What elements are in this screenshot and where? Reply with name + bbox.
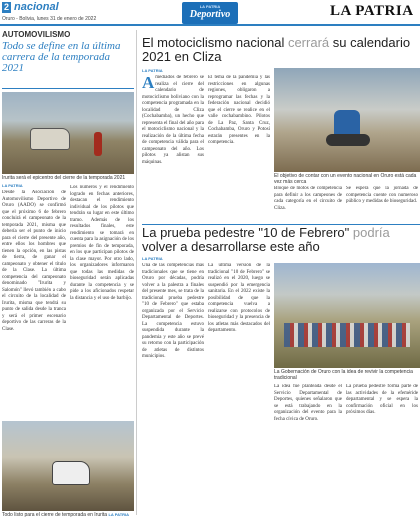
bottom-story-column-2: La última versión de la tradicional "10 de Febrero" se realizó en el 2020, luego se suspendió por la emergencia sanitaria. En el 2022 existe la posibilidad de que la competencia vuelva a realizarse con protocolos de bioseguridad y la presencia de los atletas más destacados del departamento. [208, 263, 270, 333]
left-photo-caption: Irurita será el epicentro del cierre de la temporada 2021 [2, 175, 126, 181]
top-story-source: LA PATRIA [142, 68, 163, 73]
top-story-title [142, 36, 418, 64]
left-story-photo-2 [2, 421, 134, 511]
left-story-column-1: Desde la Asociación de Automovilismo Deportivo de Oruro (AADO) se confirmó que el próximo 6 de febrero concluirá el campeonato de la temporada 2021, misma que debería ser el punto de inicio para el cierre del presente año, entre ellos los hombres que tienen la opción, en las pistas de tierra, de ganar el campeonato y obtener el título de la Clase. La última competencia del campeonato denominado "Irurita y Salomón" llevó también a cabo el circuito de la localidad de Irurita, misma que tendrá su punto de salida desde la tranca y será el primer escenario deportivo de las carreras de la Clase. [2, 190, 66, 332]
top-story-column-2: El tema de la pandemia y las restricciones en algunas regiones, obligaron a reprogramar las fechas y la federación nacional decidió que el cierre se realice en el valle cochabambino. Pilotos de La Paz, Santa Cruz, Cochabamba, Oruro y Potosí estarán presentes en la competencia. [208, 75, 270, 145]
title-part: La prueba pedestre "10 de Febrero" [142, 225, 353, 240]
left-story-title: Todo se define en la última carrera de la temporada 2021 [2, 40, 121, 74]
bottom-story-column-3: La idea fue planteada desde el Servicio Departamental de Deportes, quienes señalaron que se está trabajando en la organización del evento para la fecha cívica de Oruro. [274, 384, 342, 422]
top-story-column-1 [142, 75, 204, 217]
page-number: 2 [3, 2, 9, 12]
caption-credit: LA PATRIA [108, 512, 130, 517]
column-text: mediados de febrero se realiza el cierre del calendario de motociclismo boliviano con la competencia programada en la localidad de Cliza (Cochabamba), un hecho que representa el final del año para el motociclismo nacional y la realización de la última fecha de competencia válida para el campeonato del año. Los pilotos ya alistan sus máquinas. [142, 75, 204, 165]
left-story-photo [2, 92, 134, 174]
rally-car [52, 461, 90, 485]
rally-car [30, 128, 70, 150]
bottom-story-title [142, 226, 418, 254]
top-story-column-4: Se espera que la jornada de competencia cuente con numeroso público y medidas de bioseguridad. [346, 186, 418, 204]
motorcycle [326, 134, 370, 146]
column-divider [136, 30, 137, 515]
left-story-column-2: Los números y el rendimiento logrado en fechas anteriores, destacan el rendimiento individual de los pilotos que tendrán su lugar en este último tramo. Además de los resultados finales, este rendimiento se tomará en cuenta para la asignación de los premios de fin de temporada, en los que participan pilotos de la clase mayor. Por otro lado, los organizadores informaron que todas las medidas de bioseguridad serán aplicadas durante la competencia y se pide a los aficionados respetar la distancia y el uso de barbijo. [70, 185, 134, 301]
title-part: su calendario 2021 en Cliza [142, 35, 411, 64]
supplement-small-label: LA PATRIA [199, 4, 221, 9]
top-story-photo [274, 68, 420, 172]
supplement-name: Deportivo [189, 9, 231, 20]
title-highlight: cerrará [287, 35, 330, 50]
bottom-story-photo-caption: La Gobernación de Oruro con la idea de revivir la competencia tradicional [274, 369, 413, 381]
left-title-rule [2, 88, 134, 89]
person-figure [94, 132, 102, 156]
left-story-kicker: AUTOMOVILISMO [2, 30, 71, 39]
bottom-story-photo [274, 263, 420, 368]
dateline: Oruro - Bolivia, lunes 31 de enero de 2022 [2, 16, 97, 22]
title-highlight: podría [352, 225, 390, 240]
title-part: volver a desarrollarse este año [142, 239, 320, 254]
runners-group [284, 323, 410, 347]
header-rule [0, 24, 420, 26]
bottom-story-column-1: Una de las competencias más tradicionales que se tiene en Oruro por décadas, podría volver a la palestra a finales del presente mes, se trata de la tradicional prueba pedestre "10 de Febrero" que estaba organizada por el Servicio Departamental de Deportes. La competencia estuvo suspendida durante la pandemia y este año se prevé su retorno con la participación de atletas de distintos municipios. [142, 263, 204, 359]
drop-cap: A [142, 75, 155, 92]
left-photo-2-caption [2, 512, 134, 518]
bottom-story-column-4: La prueba pedestre forma parte de las actividades de la efeméride departamental y se espera la confirmación oficial en los próximos días. [346, 384, 418, 415]
bottom-story-source: LA PATRIA [142, 256, 163, 261]
left-photo-credit: LA PATRIA [2, 183, 23, 188]
section-title: nacional [14, 1, 59, 13]
top-story-column-3: Bloque de motos de competencia para definir a los campeones de cada categoría en el circuito de Cliza. [274, 186, 342, 211]
caption-text: Todo listo para el cierre de temporada en Irurita [2, 512, 108, 518]
newspaper-brand: LA PATRIA [330, 3, 414, 19]
title-part: El motociclismo nacional [142, 35, 288, 50]
top-story-photo-caption: El objetivo de contar con un evento nacional en Oruro está cada vez más cerca [274, 173, 417, 185]
supplement-logo [182, 2, 238, 24]
